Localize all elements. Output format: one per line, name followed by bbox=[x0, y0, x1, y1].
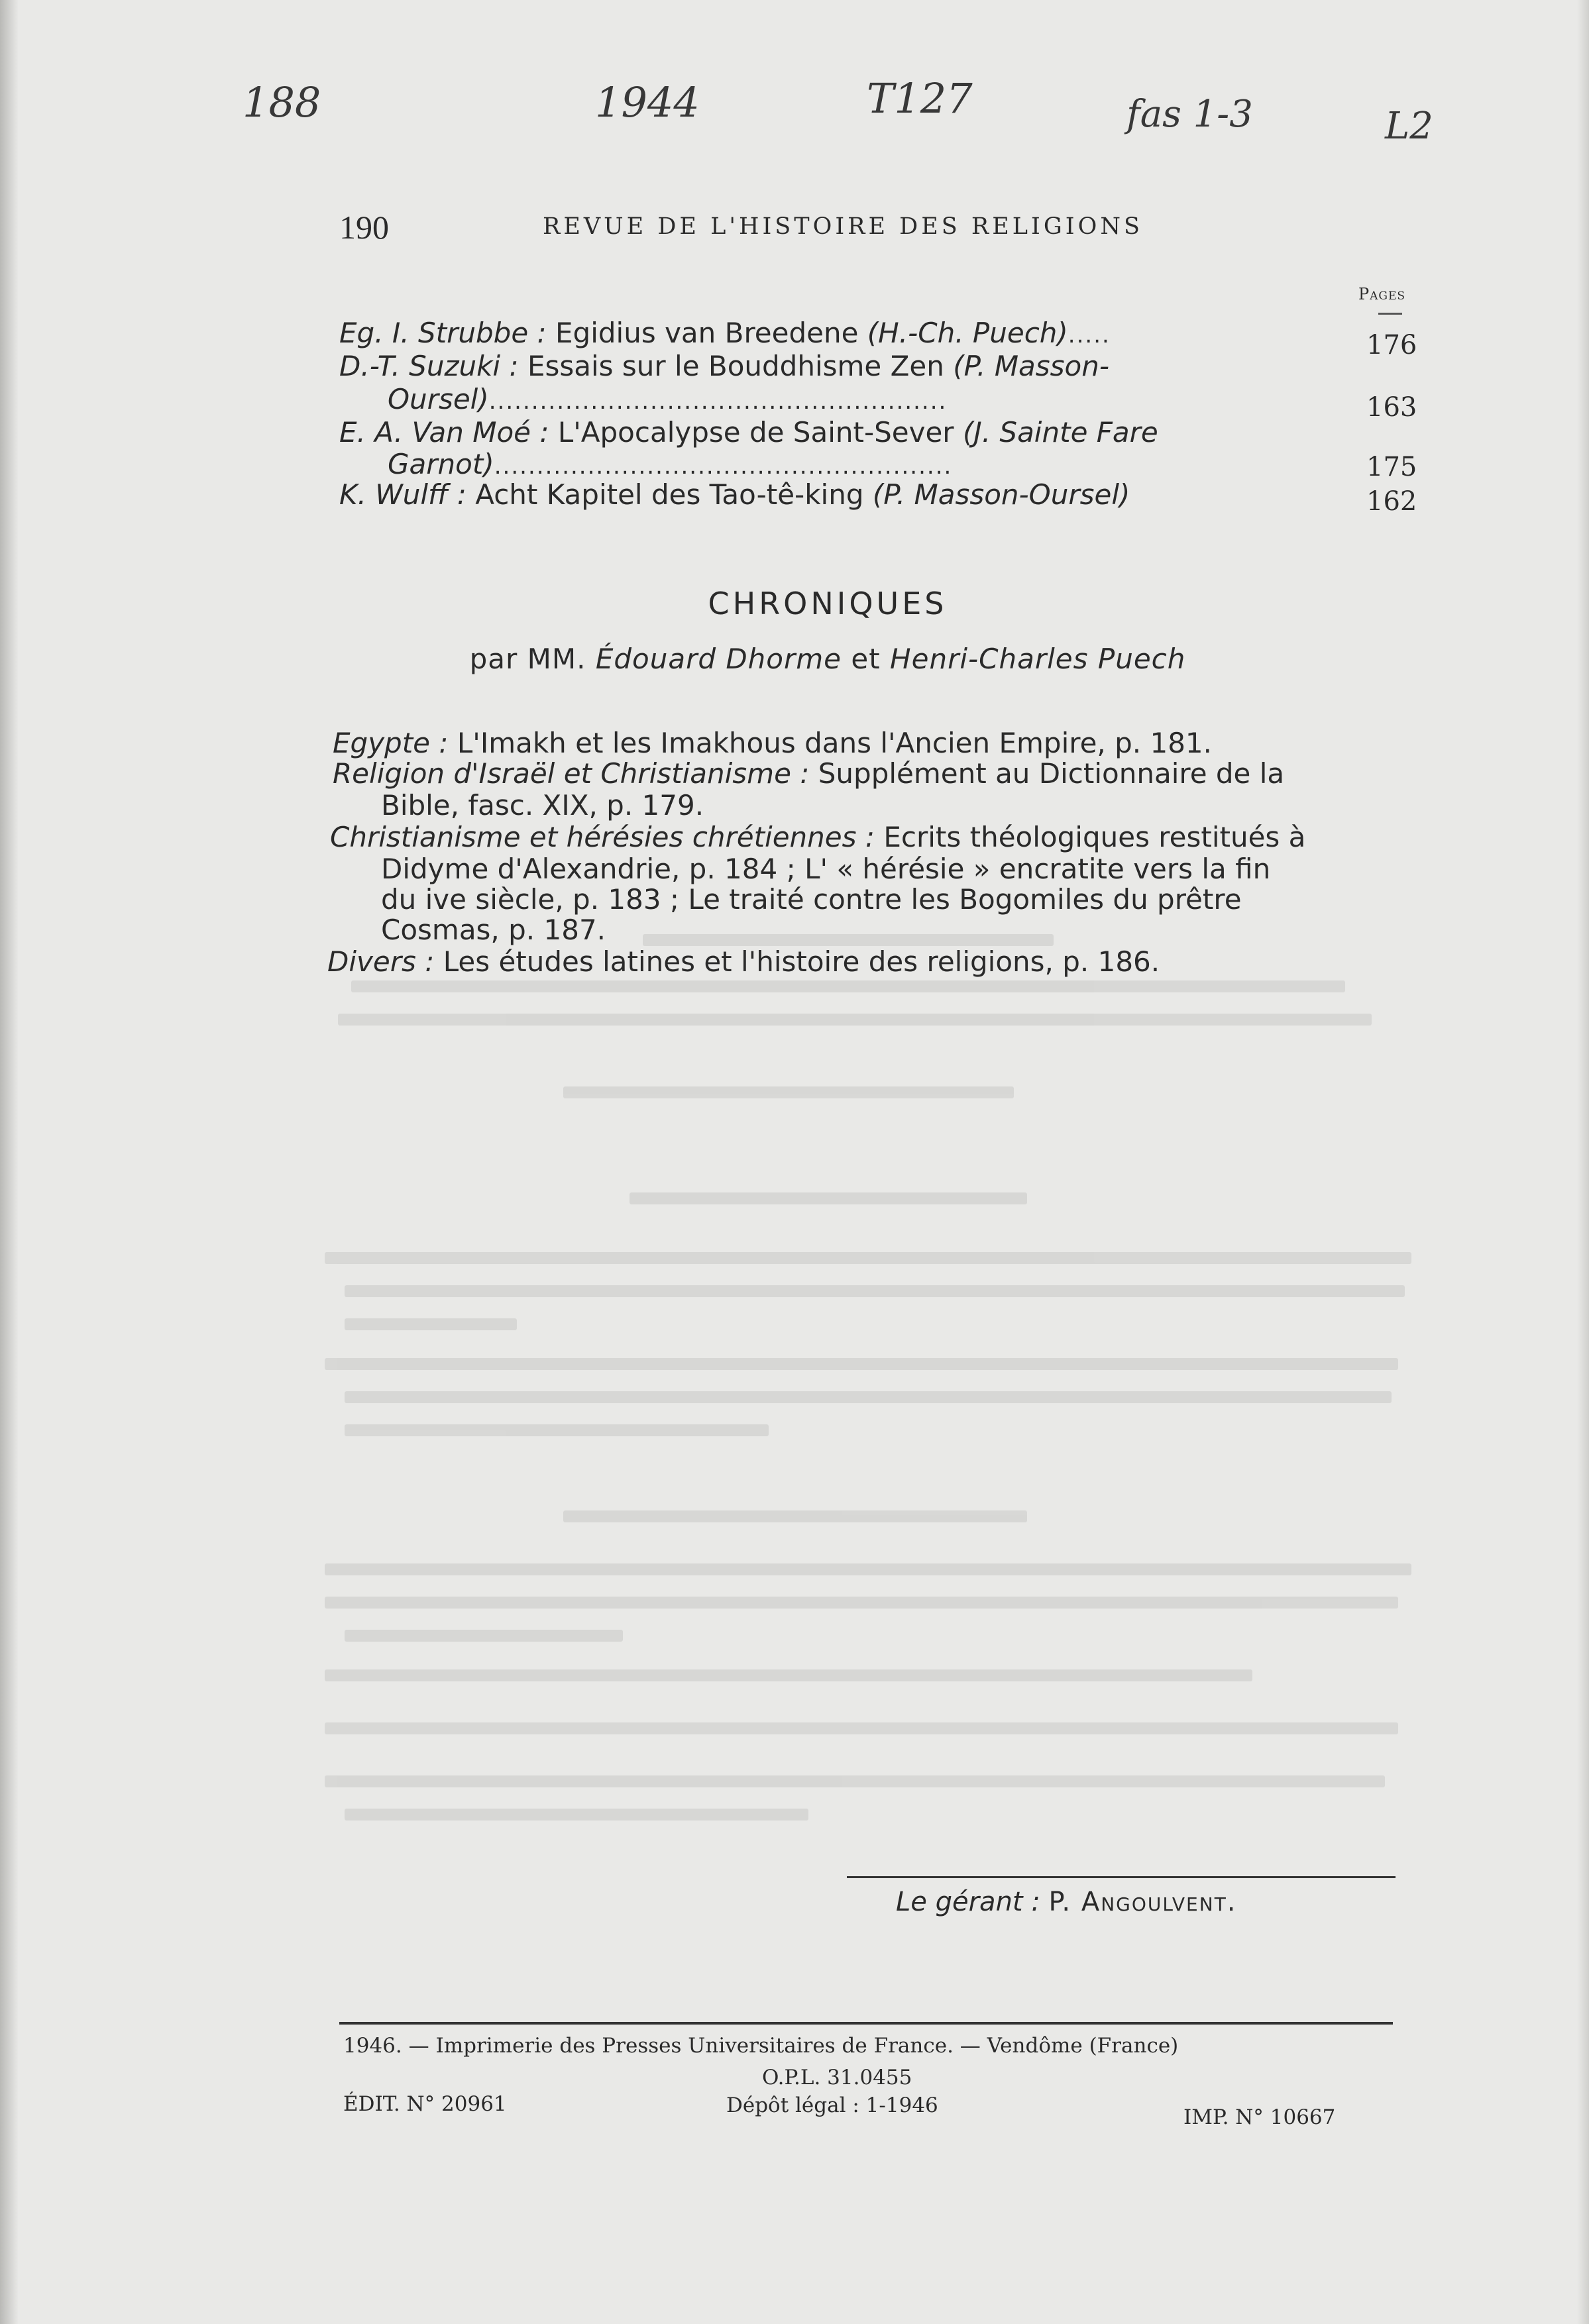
review-title: Acht Kapitel des Tao-tê-king bbox=[466, 478, 873, 511]
rubric-label: Egypte : bbox=[333, 727, 449, 759]
review-entry bbox=[339, 350, 1109, 383]
byline-author: Henri-Charles Puech bbox=[890, 643, 1186, 675]
review-entry bbox=[339, 478, 1130, 511]
review-page: 163 bbox=[1366, 392, 1417, 423]
page-number: 190 bbox=[339, 209, 389, 246]
chroniques-heading: CHRONIQUES bbox=[708, 586, 948, 621]
imprint-line: 1946. — Imprimerie des Presses Universitaires de France. — Vendôme (France) bbox=[343, 2034, 1179, 2058]
review-title: Egidius van Breedene bbox=[546, 317, 867, 349]
leader-dots: ..... bbox=[1068, 322, 1111, 348]
imprint-imp-number: IMP. N° 10667 bbox=[1183, 2105, 1336, 2129]
handwritten-mark-l2: L2 bbox=[1385, 105, 1433, 148]
gerant-label: Le gérant : bbox=[896, 1887, 1049, 1917]
pages-column-dash bbox=[1378, 313, 1402, 315]
handwritten-mark-t127: T127 bbox=[867, 74, 973, 123]
chroniques-byline bbox=[0, 643, 1589, 675]
review-reviewer: Oursel) bbox=[388, 383, 489, 415]
rubric-text-continued: du ive siècle, p. 183 ; Le traité contre les Bogomiles du prêtre bbox=[381, 883, 1242, 916]
handwritten-mark-188: 188 bbox=[243, 78, 321, 127]
running-title: REVUE DE L'HISTOIRE DES RELIGIONS bbox=[543, 213, 1143, 240]
rubric-label: Divers : bbox=[327, 945, 435, 978]
gerant-rule bbox=[847, 1876, 1396, 1878]
rubric-label: Christianisme et hérésies chrétiennes : bbox=[330, 821, 875, 853]
byline-and: et bbox=[842, 643, 891, 675]
review-author: K. Wulff : bbox=[339, 478, 466, 511]
byline-prefix: par MM. bbox=[469, 643, 596, 675]
imprint-rule bbox=[339, 2022, 1393, 2025]
rubric-text-continued: Bible, fasc. XIX, p. 179. bbox=[381, 789, 704, 821]
scan-shadow-left bbox=[0, 0, 19, 2324]
gerant-name: P. Angoulvent. bbox=[1048, 1887, 1237, 1917]
running-header bbox=[339, 205, 1399, 258]
imprint-legal-deposit: Dépôt légal : 1-1946 bbox=[726, 2093, 938, 2117]
rubric-label: Religion d'Israël et Christianisme : bbox=[333, 757, 810, 790]
review-reviewer: (J. Sainte Fare bbox=[962, 416, 1158, 449]
rubric-entry bbox=[333, 758, 1284, 790]
imprint-edit-number: ÉDIT. N° 20961 bbox=[343, 2092, 507, 2116]
review-entry bbox=[339, 317, 1111, 352]
review-reviewer: (H.-Ch. Puech) bbox=[867, 317, 1068, 349]
review-reviewer: (P. Masson-Oursel) bbox=[872, 478, 1130, 511]
review-entry bbox=[339, 416, 1158, 449]
rubric-text-continued: Didyme d'Alexandrie, p. 184 ; L' « hérésie » encratite vers la fin bbox=[381, 853, 1271, 885]
show-through-text bbox=[311, 927, 1438, 1855]
leader-dots: ...................................................... bbox=[494, 453, 953, 480]
rubric-entry bbox=[330, 821, 1305, 853]
handwritten-mark-1944: 1944 bbox=[595, 78, 700, 127]
review-entry-continued bbox=[388, 383, 947, 418]
review-reviewer: Garnot) bbox=[388, 448, 494, 480]
review-title: Essais sur le Bouddhisme Zen bbox=[518, 350, 954, 382]
rubric-entry bbox=[333, 727, 1212, 759]
review-author: D.-T. Suzuki : bbox=[339, 350, 519, 382]
review-page: 176 bbox=[1366, 330, 1417, 360]
review-author: E. A. Van Moé : bbox=[339, 416, 549, 449]
pages-column-label: Pages bbox=[1358, 285, 1406, 303]
review-page: 175 bbox=[1366, 452, 1417, 482]
scan-shadow-right bbox=[1577, 0, 1589, 2324]
rubric-text-continued: Cosmas, p. 187. bbox=[381, 914, 606, 946]
rubric-text: L'Imakh et les Imakhous dans l'Ancien Empire, p. 181. bbox=[448, 727, 1213, 759]
leader-dots: ...................................................... bbox=[488, 388, 948, 415]
handwritten-mark-fasc: fas 1-3 bbox=[1126, 93, 1253, 136]
review-author: Eg. I. Strubbe : bbox=[339, 317, 547, 349]
review-reviewer: (P. Masson- bbox=[953, 350, 1110, 382]
review-title: L'Apocalypse de Saint-Sever bbox=[549, 416, 963, 449]
rubric-text: Supplément au Dictionnaire de la bbox=[809, 757, 1285, 790]
rubric-text: Ecrits théologiques restitués à bbox=[875, 821, 1306, 853]
rubric-text: Les études latines et l'histoire des religions, p. 186. bbox=[434, 945, 1160, 978]
imprint-opl: O.P.L. 31.0455 bbox=[762, 2066, 912, 2089]
review-page: 162 bbox=[1366, 486, 1417, 517]
gerant-signature-line bbox=[896, 1887, 1237, 1917]
byline-author: Édouard Dhorme bbox=[595, 643, 842, 675]
